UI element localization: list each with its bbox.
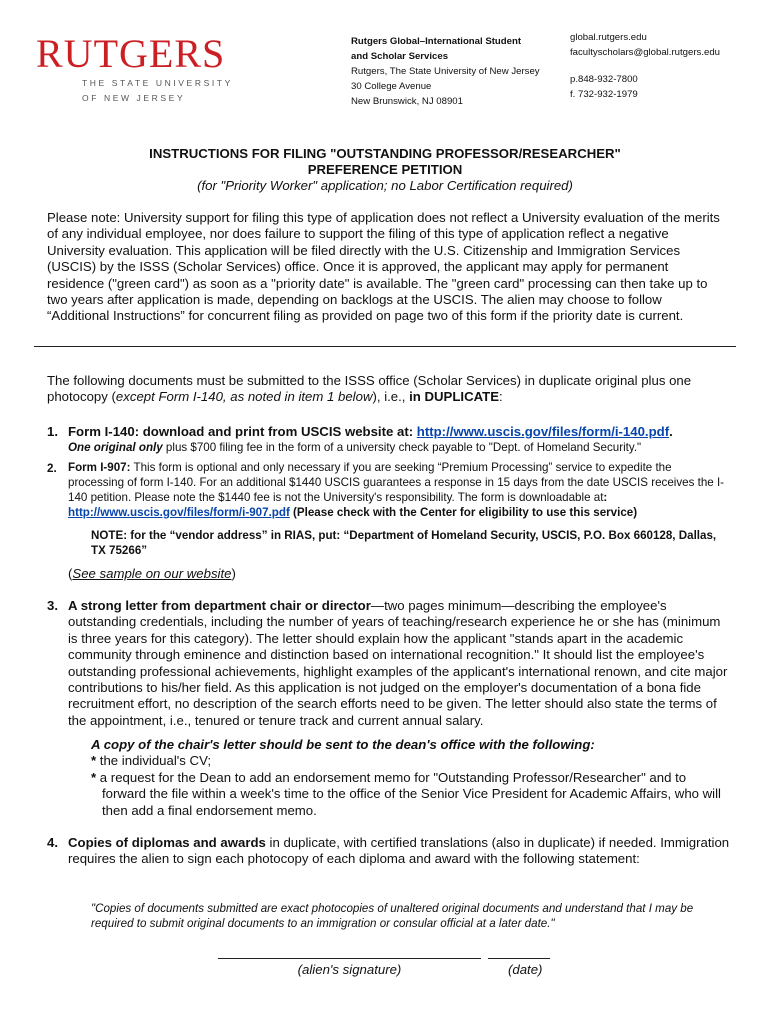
document-subtitle: (for "Priority Worker" application; no Labor Certification required)	[197, 178, 573, 193]
signature-line[interactable]	[218, 958, 481, 959]
website: global.rutgers.edu	[570, 32, 647, 43]
title-line-2: PREFERENCE PETITION	[307, 162, 463, 177]
email: facultyscholars@global.rutgers.edu	[570, 47, 720, 58]
document-title	[0, 146, 770, 178]
chair-letter-copy	[91, 737, 731, 819]
divider	[34, 346, 736, 347]
item-2: Form I-907: This form is optional and only necessary if you are seeking “Premium Processing” service to expedite the processing of form I-140. For an additional $1440 USCIS guarantees a response in 15 days from the date USCIS receives the I-140 petition. Please note the $1440 fee is not the University's responsibility. The form is downloadable at: http://www.uscis.gov/files/form/i-907.pdf (Please check with the Center for eligibility to use this service)	[68, 461, 725, 519]
item-3: A strong letter from department chair or director—two pages minimum—describing the employee's outstanding credentials, including the number of years of teaching/research experience he or she has (minimum is three years for this category). The letter should explain how the applicant "stands apart in the academic community through eminence and distinction based on international recognition." It should list the employee's outstanding professional achievements, highlight examples of the applicant's international renown, and cite major contributions to his/her field. As this application is not judged on the employer's documentation of a bona fide recruitment effort, no description of the search efforts need to be given. The letter should also state the terms of the appointment, i.e., tenured or tenure track and current annual salary.	[68, 598, 728, 728]
logo-tagline-1: THE STATE UNIVERSITY	[82, 78, 233, 88]
logo-tagline-2: OF NEW JERSEY	[82, 93, 186, 103]
intro-paragraph: The following documents must be submitted to the ISSS office (Scholar Services) in duplicate original plus one photocopy (except Form I-140, as noted in item 1 below), i.e., in DUPLICATE:	[47, 373, 692, 405]
item-1-number: 1.	[47, 424, 58, 439]
fax: f. 732-932-1979	[570, 89, 638, 100]
address-line-2: 30 College Avenue	[351, 81, 432, 92]
item-1-heading: Form I-140: download and print from USCIS website at:	[68, 424, 417, 439]
address-line-1: Rutgers, The State University of New Jersey	[351, 66, 540, 77]
logo-wordmark: RUTGERS	[36, 31, 226, 76]
date-label: (date)	[508, 962, 543, 977]
i140-link[interactable]: http://www.uscis.gov/files/form/i-140.pdf	[416, 424, 670, 439]
item-4-heading: Copies of diplomas and awards	[68, 835, 266, 850]
item-1-detail: One original only plus $700 filing fee in the form of a university check payable to "Dept. of Homeland Security."	[68, 441, 642, 455]
address-line-3: New Brunswick, NJ 08901	[351, 96, 463, 107]
office-name-1: Rutgers Global–International Student	[351, 36, 522, 47]
certification-statement: "Copies of documents submitted are exact photocopies of unaltered original documents and understand that I may be required to submit original documents to an immigration or consular official at a later date."	[91, 902, 694, 930]
title-line-1: INSTRUCTIONS FOR FILING "OUTSTANDING PROFESSOR/RESEARCHER"	[149, 146, 621, 161]
office-name-2: and Scholar Services	[351, 51, 449, 62]
sample-website-link[interactable]: See sample on our website	[72, 566, 232, 581]
item-2-number: 2.	[47, 462, 57, 475]
office-address	[351, 34, 540, 109]
item-1: Form I-140: download and print from USCIS website at: http://www.uscis.gov/files/form/i-140.pdf. One original only plus $700 filing fee in the form of a university check payable to "Dept. of Homeland Security."	[68, 424, 738, 455]
item-3-heading: A strong letter from department chair or director	[68, 598, 371, 613]
vendor-address-note: NOTE: for the “vendor address” in RIAS, put: “Department of Homeland Security, USCIS, P.O. Box 660128, Dallas, TX 75266”	[91, 529, 717, 557]
bullet-cv: * the individual's CV;	[91, 753, 212, 769]
item-4-number: 4.	[47, 835, 58, 850]
i907-link[interactable]: http://www.uscis.gov/files/form/i-907.pdf	[68, 506, 290, 519]
item-3-number: 3.	[47, 598, 58, 613]
item-2-heading: Form I-907:	[68, 461, 131, 474]
sample-line: (See sample on our website)	[68, 566, 236, 581]
copy-heading: A copy of the chair's letter should be sent to the dean's office with the following:	[91, 737, 595, 752]
signature-label: (alien's signature)	[297, 962, 402, 977]
phone: p.848-932-7800	[570, 74, 638, 85]
rutgers-logo	[36, 31, 233, 104]
date-line[interactable]	[488, 958, 550, 959]
bullet-dean-request: * a request for the Dean to add an endorsement memo for "Outstanding Professor/Researcher" and to forward the file within a week's time to the office of the Senior Vice President for Academic Affairs, who will then add a final endorsement memo.	[91, 769, 721, 818]
item-4: Copies of diplomas and awards in duplicate, with certified translations (also in duplicate) if needed. Immigration requires the alien to sign each photocopy of each diploma and award with the following statement:	[68, 835, 730, 867]
note-paragraph: Please note: University support for filing this type of application does not reflect a University evaluation of the merits of any individual employee, nor does failure to support the filing of this type of application reflect a negative University evaluation. This application will be filed directly with the U.S. Citizenship and Immigration Services (USCIS) by the ISSS (Scholar Services) office. Once it is approved, the applicant may apply for permanent residence ("green card") as soon as a "priority date" is available. The "green card" processing can then take up to two years after application is made, depending on backlogs at the USCIS. The alien may choose to follow “Additional Instructions” for concurrent filing as provided on page two of this form if the priority date is current.	[47, 210, 720, 324]
contact-block	[570, 30, 720, 102]
